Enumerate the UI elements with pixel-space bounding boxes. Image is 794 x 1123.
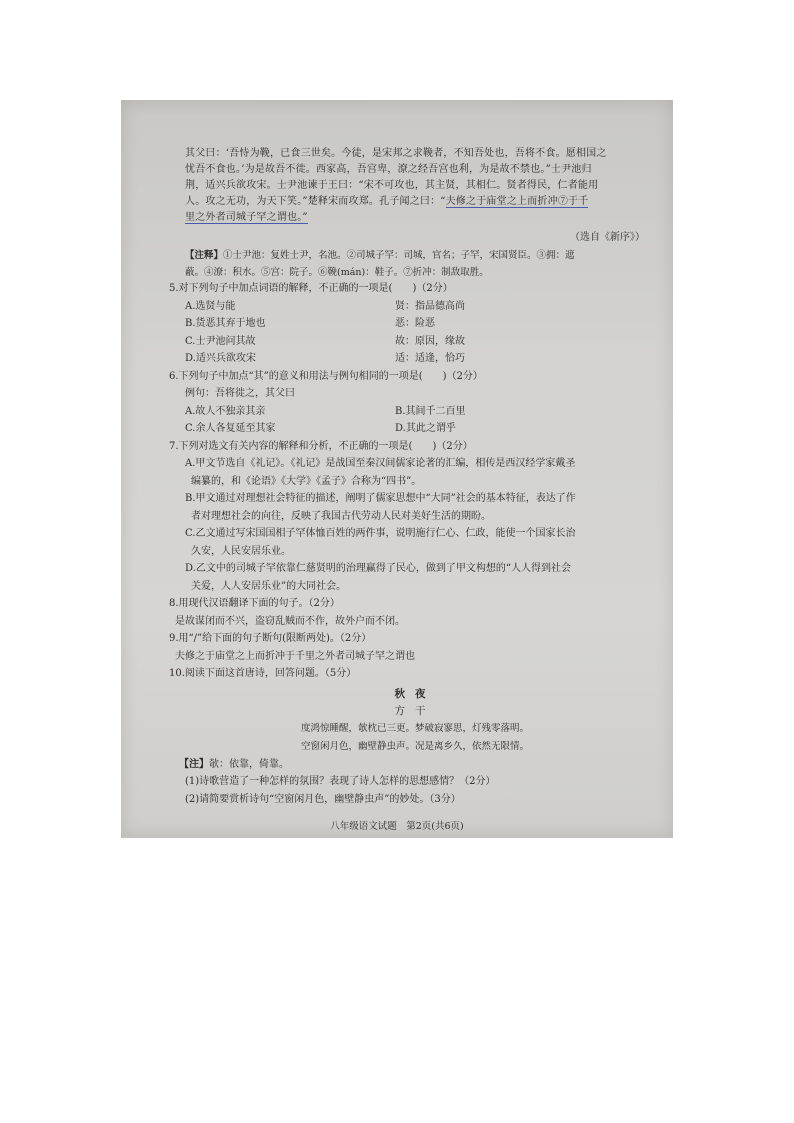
notes [185, 248, 645, 263]
poem-note [179, 756, 645, 774]
question-8-text: 是故谋闭而不兴，盗窃乱贼而不作，故外户而不闭。 [175, 615, 405, 627]
option-c-cont: 久安，人民安居乐业。 [191, 545, 291, 557]
notes-continued: 蔽。④潦：积水。⑤宫：院子。⑥鞔(mán)：鞋子。⑦折冲：制敌取胜。 [185, 267, 489, 278]
question-8-title: 8.用现代汉语翻译下面的句子。（2分） [169, 598, 340, 609]
question-9-title: 9.用“/”给下面的句子断句(限断两处)。（2分） [169, 633, 372, 644]
poem-note-text: 欹：依靠，倚靠。 [209, 758, 289, 770]
underlined-sentence: 夫修之于庙堂之上而折冲⑦于千 [445, 196, 589, 207]
option-label: D.适兴兵欲攻宋 [185, 353, 256, 364]
question-5-title: 5.对下列句子中加点词语的解释，不正确的一项是( )（2分） [169, 283, 453, 294]
passage-line: 其父曰：‘吾恃为鞔，已食三世矣。今徒，是宋邦之求鞔者，不知吾处也，吾将不食。愿相国之 [185, 148, 607, 159]
page-footer: 八年级语文试题 第2页(共6页) [330, 821, 464, 832]
option-a: A.故人不独亲其亲 [185, 405, 266, 417]
option-explanation: 贤：指品德高尚 [395, 300, 465, 312]
option-d: D.其此之谓乎 [395, 423, 456, 434]
option-explanation: 恶：险恶 [395, 318, 435, 329]
option-b-cont: 者对理想社会的向往，反映了我国古代劳动人民对美好生活的期盼。 [191, 510, 491, 522]
question-6-example: 例句：吾将徙之，其父曰 [185, 388, 295, 399]
passage-line [185, 194, 645, 210]
passage-source: （选自《新序》） [570, 232, 645, 243]
option-c: C.乙文通过写宋国国相子罕体恤百姓的两件事，说明施行仁心、仁政，能使一个国家长治 [185, 528, 576, 539]
exam-content [169, 146, 645, 808]
option-label: C.士尹池问其故 [185, 335, 256, 347]
option-label: A.选贤与能 [185, 300, 236, 312]
underlined-sentence: 里之外者司城子罕之谓也。” [185, 212, 308, 223]
option-a-cont: 编纂的，和《论语》《大学》《孟子》合称为“四书”。 [191, 475, 422, 487]
poem-line: 度鸿惊睡醒，欹枕已三更。梦破寂寥思，灯残零落明。 [300, 722, 529, 734]
question-5-options [185, 298, 645, 368]
question-10-sub-1: (1)诗歌营造了一种怎样的氛围？表现了诗人怎样的思想感情？（2分） [185, 776, 496, 787]
option-d: D.乙文中的司城子罕依靠仁慈贤明的治理赢得了民心，做到了甲文构想的“人人得到社会 [185, 563, 571, 574]
question-9-text: 夫修之于庙堂之上而折冲于千里之外者司城子罕之谓也 [175, 650, 415, 662]
question-6-options [185, 403, 645, 438]
question-7-title: 7.下列对选文有关内容的解释和分析，不正确的一项是( )（2分） [169, 440, 473, 452]
poem-line: 空窗闲月色，幽壁静虫声。况是离乡久，依然无限情。 [300, 740, 529, 752]
question-10-title: 10.阅读下面这首唐诗，回答问题。（5分） [169, 668, 357, 679]
passage-text: 人。攻之无功，为天下笑。”楚释宋而攻郑。孔子闻之曰：“ [185, 196, 446, 207]
option-label: B.货恶其弃于地也 [185, 318, 266, 329]
option-a: A.甲文节选自《礼记》。《礼记》是战国至秦汉间儒家论著的汇编，相传是西汉经学家戴圣 [185, 458, 576, 469]
option-b: B.其间千二百里 [395, 405, 466, 417]
notes-label: 【注释】 [185, 250, 224, 261]
option-b: B.甲文通过对理想社会特征的描述，阐明了儒家思想中“大同”社会的基本特征，表达了作 [185, 493, 576, 504]
option-c: C.余人各复延至其家 [185, 423, 276, 434]
option-explanation: 适：适逢，恰巧 [395, 353, 465, 364]
poem-title: 秋夜 [394, 687, 436, 700]
question-10-sub-2: (2)请简要赏析诗句“空窗闲月色，幽壁静虫声”的妙处。（3分） [185, 793, 461, 805]
option-explanation: 故：原因，缘故 [395, 335, 465, 347]
notes-text: ①士尹池：复姓士尹，名池。②司城子罕：司城，官名；子罕，宋国贤臣。③拥：遮 [223, 250, 575, 261]
passage-line [185, 210, 645, 226]
poem-note-label: 【注】 [179, 758, 209, 770]
passage-line: 荆，适兴兵欲攻宋。士尹池谏于王曰：“宋不可攻也，其主贤，其相仁。贤者得民，仁者能用 [185, 180, 599, 191]
exam-page-photo [121, 100, 673, 838]
question-6-title: 6.下列句子中加点“其”的意义和用法与例句相同的一项是( )（2分） [169, 370, 483, 382]
option-d-cont: 关爱，人人安居乐业”的大同社会。 [191, 580, 347, 592]
poem-author: 方干 [394, 704, 436, 717]
passage-line: 忧吾不食也。’为是故吾不徙。西家高，吾宫卑，潦之经吾宫也利，为是故不禁也。”士尹池归 [185, 164, 592, 175]
